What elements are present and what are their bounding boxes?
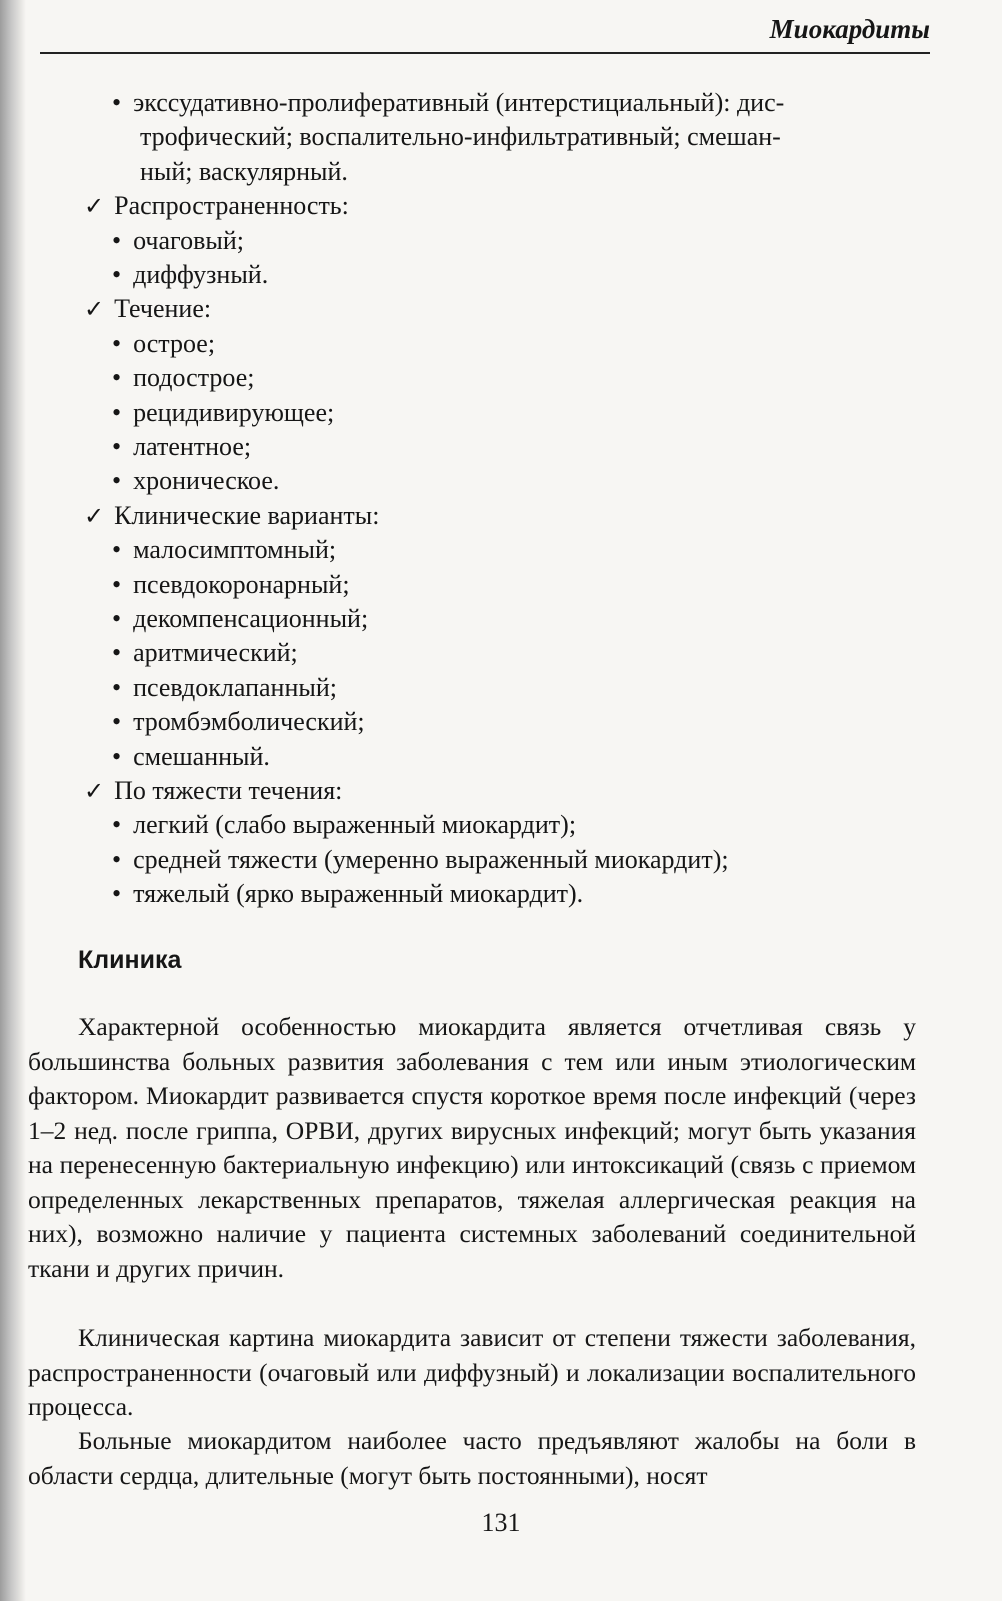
list-item: • тяжелый (ярко выраженный миокардит). [112, 877, 583, 911]
list-item: • легкий (слабо выраженный миокардит); [112, 808, 576, 842]
list-item: • экссудативно-пролиферативный (интерстициальный): дис- [112, 86, 784, 120]
list-item: • диффузный. [112, 258, 268, 292]
paragraph-1: Характерной особенностью миокардита является отчетливая связь у большинства больных развития заболевания с тем или иным этиологическим фактором. Миокардит развивается спустя короткое время после инфекций (через 1–2 нед. после гриппа, ОРВИ, других вирусных инфекций; могут быть указания на перенесенную бактериальную инфекцию) или интоксикаций (связь с приемом определенных лекарственных препаратов, тяжелая аллергическая реакция на них), возможно наличие у пациента системных заболеваний соединительной ткани и других причин. [28, 1012, 916, 1283]
paragraph-2: Клиническая картина миокардита зависит от степени тяжести заболевания, распространенности (очаговый или диффузный) и локализации воспалительного процесса. [28, 1323, 916, 1421]
header-rule [40, 52, 930, 54]
running-head: Миокардиты [769, 14, 930, 44]
list-item: ный; васкулярный. [140, 156, 348, 186]
section-heading: Клиника [78, 946, 182, 974]
list-item: • декомпенсационный; [112, 602, 368, 636]
check-item: ✓ Течение: [84, 292, 211, 326]
list-item: • псевдоклапанный; [112, 671, 337, 705]
list-item: • хроническое. [112, 464, 279, 498]
paragraph-3: Больные миокардитом наиболее часто предъявляют жалобы на боли в области сердца, длительные (могут быть постоянными), носят [28, 1426, 916, 1490]
check-item: ✓ По тяжести течения: [84, 774, 342, 808]
list-item: • псевдокоронарный; [112, 568, 350, 602]
check-item: ✓ Распространенность: [84, 189, 349, 223]
book-spine-shadow [0, 0, 26, 1601]
list-item: • подострое; [112, 361, 254, 395]
list-item: • острое; [112, 327, 215, 361]
list-item: • средней тяжести (умеренно выраженный миокардит); [112, 843, 729, 877]
list-item: • рецидивирующее; [112, 396, 334, 430]
list-item: • аритмический; [112, 636, 298, 670]
list-item: • очаговый; [112, 224, 244, 258]
list-item: • малосимптомный; [112, 533, 336, 567]
list-item: трофический; воспалительно-инфильтративный; смешан- [140, 122, 781, 152]
list-item: • смешанный. [112, 740, 270, 774]
check-item: ✓ Клинические варианты: [84, 499, 379, 533]
page-number: 131 [481, 1508, 521, 1537]
list-item: • латентное; [112, 430, 251, 464]
list-item: • тромбэмболический; [112, 705, 365, 739]
